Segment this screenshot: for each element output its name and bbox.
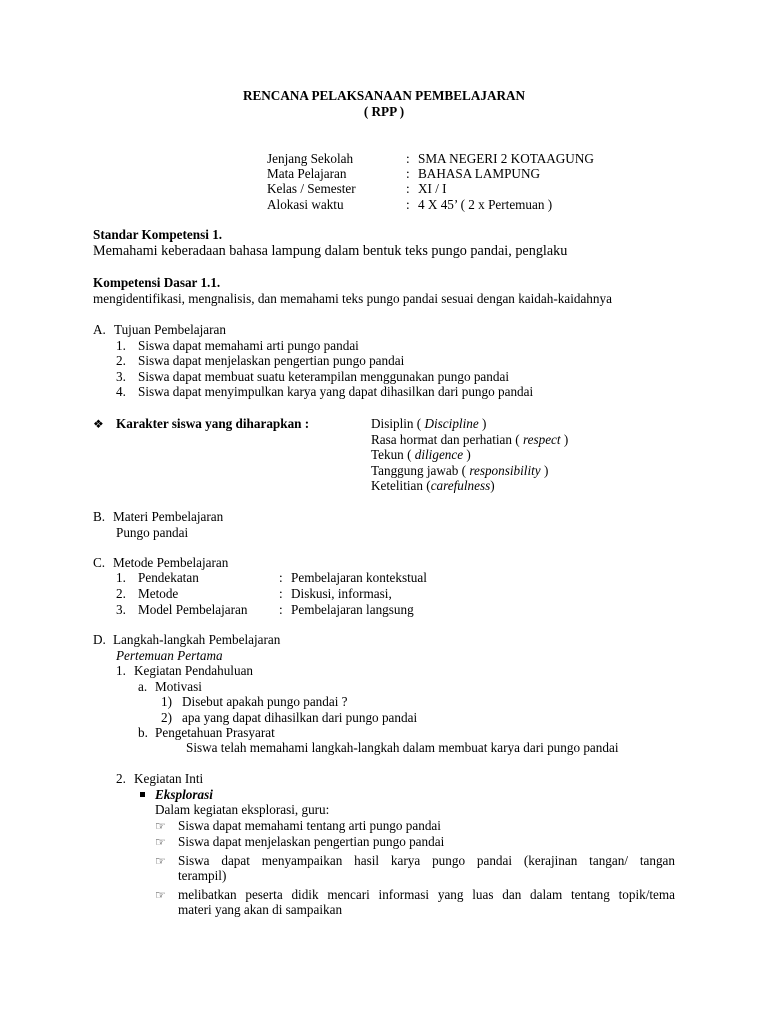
list-number: 2): [161, 710, 172, 725]
karakter-item: [371, 478, 495, 494]
identity-sep: :: [406, 181, 410, 196]
metode-label: Metode: [138, 586, 179, 601]
list-number: 1.: [116, 663, 126, 678]
karakter-term: responsibility: [469, 463, 541, 478]
identity-sep: :: [406, 166, 410, 181]
list-item: Siswa dapat membuat suatu keterampilan menggunakan pungo pandai: [138, 369, 509, 384]
identity-label: Kelas / Semester: [267, 181, 356, 196]
list-number: 1.: [116, 570, 126, 585]
list-item-continuation: terampil): [178, 868, 227, 883]
karakter-item: [371, 447, 471, 463]
list-number: 1): [161, 694, 172, 709]
karakter-item: [371, 432, 568, 448]
karakter-term: respect: [522, 432, 561, 447]
karakter-text: Rasa hormat dan perhatian (: [371, 432, 520, 447]
karakter-text: Ketelitian (: [371, 478, 431, 493]
list-number: 4.: [116, 384, 126, 399]
karakter-close: ): [490, 478, 495, 493]
pointing-hand-icon: ☞: [155, 854, 166, 868]
metode-value: Pembelajaran langsung: [291, 602, 414, 617]
identity-label: Mata Pelajaran: [267, 166, 347, 181]
karakter-item: [371, 463, 548, 479]
identity-value: BAHASA LAMPUNG: [418, 166, 541, 181]
section-heading: Langkah-langkah Pembelajaran: [113, 632, 281, 647]
pointing-hand-icon: ☞: [155, 835, 166, 849]
kompetensi-heading: Kompetensi Dasar 1.1.: [93, 275, 221, 290]
identity-value: 4 X 45’ ( 2 x Pertemuan ): [418, 197, 553, 212]
list-item: Siswa dapat menjelaskan pengertian pungo pandai: [138, 353, 405, 368]
list-number: 1.: [116, 338, 126, 353]
kompetensi-text: mengidentifikasi, mengnalisis, dan memahami teks pungo pandai sesuai dengan kaidah-kaidahnya: [93, 291, 612, 306]
subsection-heading: Kegiatan Inti: [134, 771, 204, 786]
identity-value: SMA NEGERI 2 KOTAAGUNG: [418, 151, 594, 166]
section-marker: C.: [93, 555, 106, 570]
karakter-close: ): [482, 416, 487, 431]
list-item: Siswa dapat menyampaikan hasil karya pungo pandai (kerajinan tangan/ tangan: [178, 853, 675, 868]
identity-label: Jenjang Sekolah: [267, 151, 354, 166]
karakter-close: ): [563, 432, 569, 447]
karakter-text: Tanggung jawab (: [371, 463, 467, 478]
metode-label: Pendekatan: [138, 570, 199, 585]
section-heading: Materi Pembelajaran: [113, 509, 224, 524]
identity-sep: :: [406, 151, 410, 166]
karakter-item: [371, 416, 486, 432]
list-number: 2.: [116, 353, 126, 368]
karakter-term: carefulness: [430, 478, 491, 493]
list-number: 2.: [116, 771, 126, 786]
identity-sep: :: [406, 197, 410, 212]
karakter-heading: Karakter siswa yang diharapkan :: [116, 416, 310, 431]
list-item: Disebut apakah pungo pandai ?: [182, 694, 348, 709]
list-number: 2.: [116, 586, 126, 601]
document-subtitle: ( RPP ): [363, 104, 405, 119]
section-marker: D.: [93, 632, 106, 647]
list-letter: a.: [138, 679, 148, 694]
document-title: RENCANA PELAKSANAAN PEMBELAJARAN: [242, 88, 526, 103]
identity-value: XI / I: [418, 181, 447, 196]
karakter-close: ): [466, 447, 471, 462]
pointing-hand-icon: ☞: [155, 888, 166, 902]
list-item: Siswa dapat memahami arti pungo pandai: [138, 338, 359, 353]
list-letter: b.: [138, 725, 148, 740]
section-heading: Metode Pembelajaran: [113, 555, 229, 570]
subsection-heading: Kegiatan Pendahuluan: [134, 663, 254, 678]
metode-sep: :: [279, 586, 283, 601]
standar-text: Memahami keberadaan bahasa lampung dalam bentuk teks pungo pandai, penglaku: [93, 243, 568, 259]
list-number: 3.: [116, 369, 126, 384]
metode-sep: :: [279, 602, 283, 617]
metode-sep: :: [279, 570, 283, 585]
metode-value: Pembelajaran kontekstual: [291, 570, 427, 585]
list-item-continuation: materi yang akan di sampaikan: [178, 902, 343, 917]
karakter-text: Disiplin (: [371, 416, 422, 431]
section-marker: A.: [93, 322, 106, 337]
list-item: melibatkan peserta didik mencari informasi yang luas dan dalam tentang topik/tema: [178, 887, 675, 902]
karakter-term: Discipline: [424, 416, 479, 431]
section-marker: B.: [93, 509, 106, 524]
list-item: apa yang dapat dihasilkan dari pungo pandai: [182, 710, 418, 725]
subsection-heading: Motivasi: [155, 679, 202, 694]
prasyarat-text: Siswa telah memahami langkah-langkah dalam membuat karya dari pungo pandai: [186, 740, 619, 755]
subsection-heading: Pengetahuan Prasyarat: [155, 725, 275, 740]
list-item: Siswa dapat menyimpulkan karya yang dapat dihasilkan dari pungo pandai: [138, 384, 534, 399]
pertemuan-label: Pertemuan Pertama: [116, 648, 223, 663]
karakter-close: ): [543, 463, 549, 478]
metode-label: Model Pembelajaran: [138, 602, 248, 617]
standar-heading: Standar Kompetensi 1.: [93, 227, 223, 242]
eksplorasi-intro: Dalam kegiatan eksplorasi, guru:: [155, 802, 330, 817]
karakter-term: diligence: [414, 447, 464, 462]
section-heading: Tujuan Pembelajaran: [114, 322, 226, 337]
square-bullet-icon: [140, 787, 145, 803]
eksplorasi-heading: Eksplorasi: [155, 787, 213, 802]
diamond-bullet-icon: ❖: [93, 417, 104, 431]
materi-text: Pungo pandai: [116, 525, 189, 540]
list-item: Siswa dapat menjelaskan pengertian pungo pandai: [178, 834, 445, 849]
list-number: 3.: [116, 602, 126, 617]
pointing-hand-icon: ☞: [155, 819, 166, 833]
metode-value: Diskusi, informasi,: [291, 586, 392, 601]
list-item: Siswa dapat memahami tentang arti pungo pandai: [178, 818, 441, 833]
identity-label: Alokasi waktu: [267, 197, 344, 212]
karakter-text: Tekun (: [371, 447, 412, 462]
